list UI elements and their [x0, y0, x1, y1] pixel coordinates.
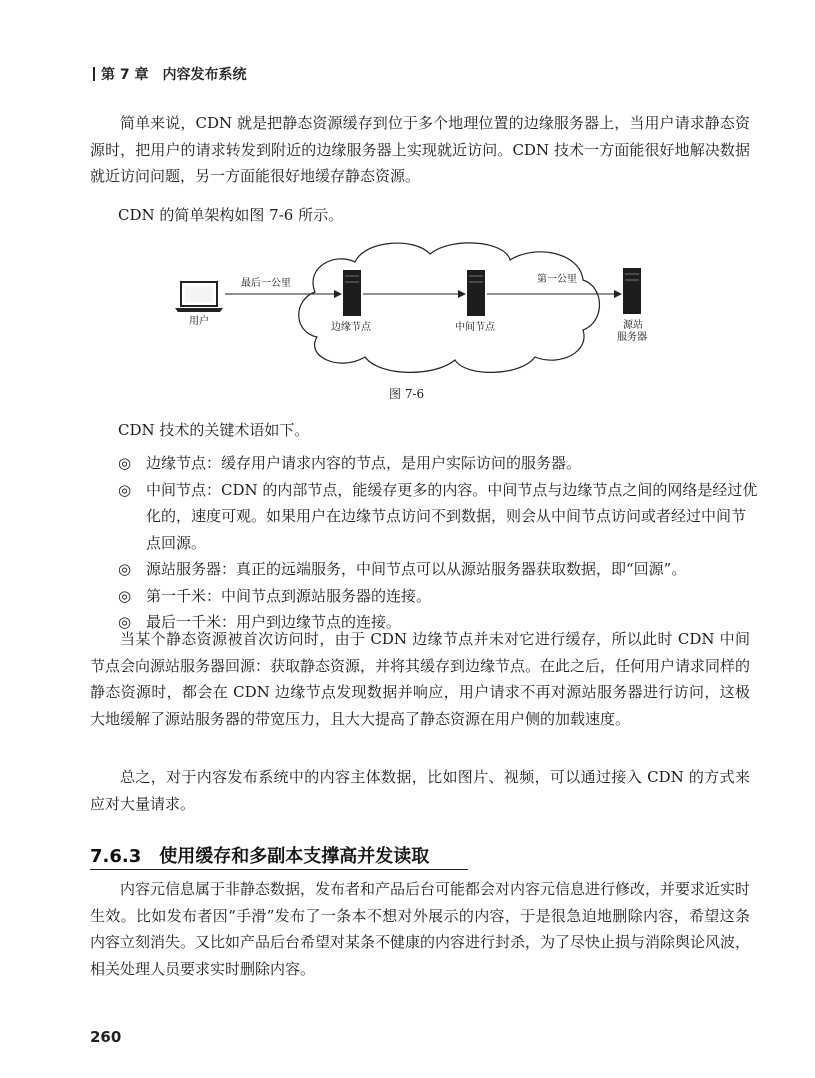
edge-node-label: 边缘节点: [331, 322, 371, 333]
first-mile-label: 第一公里: [537, 274, 577, 285]
term-text: 第一千米：中间节点到源站服务器的连接。: [146, 586, 432, 605]
origin-label-line2: 服务器: [617, 332, 647, 343]
terms-intro: CDN 技术的关键术语如下。: [118, 421, 310, 439]
last-mile-label: 最后一公里: [241, 278, 291, 289]
section-number: 7.6.3: [90, 846, 142, 867]
cache-paragraph: 当某个静态资源被首次访问时，由于 CDN 边缘节点并未对它进行缓存，所以此时 CDN 中间节点会向源站服务器回源：获取静态资源，并将其缓存到边缘节点。在此之后，任何用户请求同样的静态资源时，都会在 CDN 边缘节点发现数据并响应，用户请求不再对源站服务器进行访问，这极大地缓解了源站服务器的带宽压力，且大大提高了静态资源在用户侧的加载速度。: [90, 630, 751, 728]
middle-node-label: 中间节点: [455, 322, 495, 333]
header-bar: [93, 67, 95, 81]
page-number: 260: [90, 1028, 122, 1046]
term-text: 最后一千米：用户到边缘节点的连接。: [146, 613, 402, 631]
term-text: 源站服务器：真正的远端服务，中间节点可以从源站服务器获取数据，即“回源”。: [146, 560, 687, 578]
origin-label-line1: 源站: [623, 320, 643, 331]
bullet-mark: ◎: [118, 560, 132, 578]
origin-server-icon: [623, 268, 641, 314]
list-item: [118, 583, 758, 610]
user-label: 用户: [189, 316, 209, 327]
cdn-architecture-diagram: [165, 232, 665, 382]
intro-paragraph: 简单来说，CDN 就是把静态资源缓存到位于多个地理位置的边缘服务器上，当用户请求静态资源时，把用户的请求转发到附近的边缘服务器上实现就近访问。CDN 技术一方面能很好地解决数据就近访问问题，另一方面能很好地缓存静态资源。: [90, 114, 750, 185]
middle-server-icon: [467, 270, 485, 316]
term-text: 边缘节点：缓存用户请求内容的节点，是用户实际访问的服务器。: [146, 454, 582, 472]
laptop-icon: [175, 282, 223, 312]
running-header: [93, 64, 247, 84]
bullet-mark: ◎: [118, 454, 132, 472]
section-title: 使用缓存和多副本支撑高并发读取: [159, 846, 430, 867]
section-underline: [90, 869, 468, 870]
bullet-mark: ◎: [118, 613, 132, 631]
list-item: [118, 556, 758, 583]
bullet-mark: ◎: [118, 480, 132, 499]
diagram-intro: CDN 的简单架构如图 7-6 所示。: [118, 206, 344, 224]
chapter-title: 内容发布系统: [162, 67, 247, 83]
list-item: [118, 477, 758, 557]
terms-list: [118, 450, 758, 636]
term-text: 中间节点：CDN 的内部节点，能缓存更多的内容。中间节点与边缘节点之间的网络是经过优化的，速度可观。如果用户在边缘节点访问不到数据，则会从中间节点访问或者经过中间节点回源。: [146, 480, 758, 552]
list-item: [118, 450, 758, 477]
figure-caption: 图 7-6: [389, 387, 425, 401]
section-heading: [90, 842, 429, 868]
metadata-paragraph: 内容元信息属于非静态数据，发布者和产品后台可能都会对内容元信息进行修改，并要求近实时生效。比如发布者因“手滑”发布了一条本不想对外展示的内容，于是很急迫地删除内容，希望这条内容立刻消失。又比如产品后台希望对某条不健康的内容进行封杀，为了尽快止损与消除舆论风波，相关处理人员要求实时删除内容。: [90, 880, 751, 978]
summary-paragraph: 总之，对于内容发布系统中的内容主体数据，比如图片、视频，可以通过接入 CDN 的方式来应对大量请求。: [90, 768, 750, 813]
edge-server-icon: [343, 270, 361, 316]
bullet-mark: ◎: [118, 586, 132, 605]
chapter-label: 第 7 章: [101, 67, 149, 83]
